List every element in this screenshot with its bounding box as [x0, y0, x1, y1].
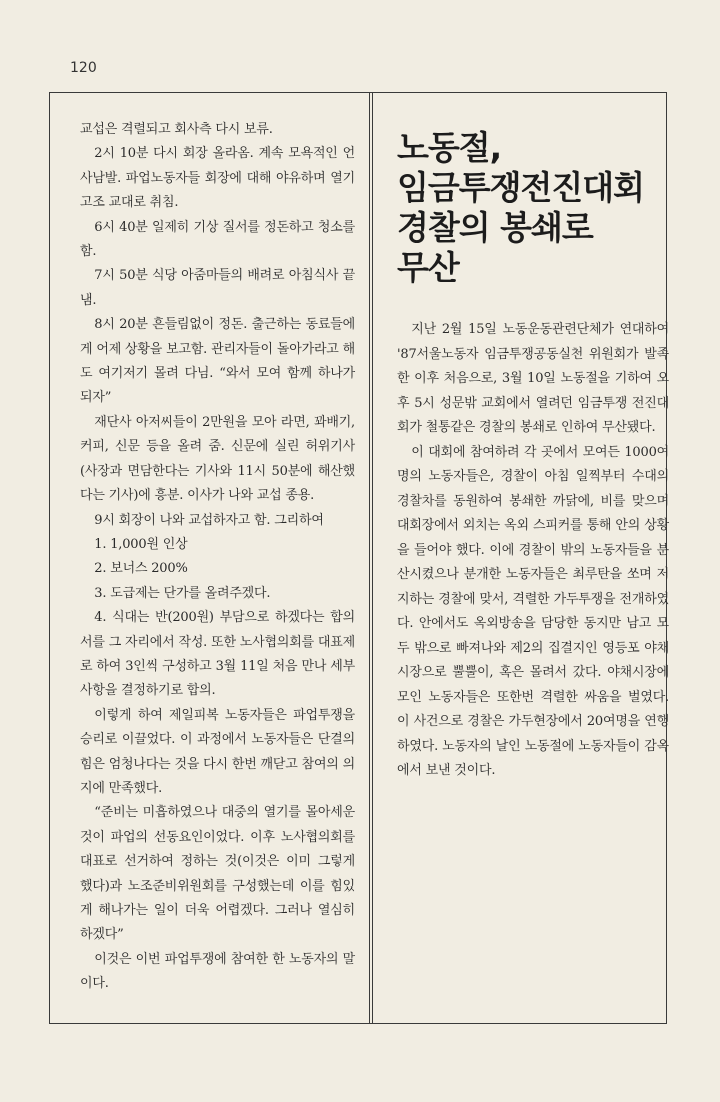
- paragraph: 이렇게 하여 제일피복 노동자들은 파업투쟁을 승리로 이끌었다. 이 과정에서 노동자들은 단결의 힘은 엄청나다는 것을 다시 한번 깨닫고 참여의 의지에 만족했다.: [80, 707, 355, 796]
- paragraph: 9시 회장이 나와 교섭하자고 함. 그리하여: [94, 512, 324, 528]
- paragraph: 8시 20분 흔들림없이 정돈. 출근하는 동료들에게 어제 상황을 보고함. 관리자들이 돌아가라고 해도 여기저기 몰려 다님. “와서 모여 함께 하나가 되자”: [80, 317, 355, 406]
- list-item: 1. 1,000원 인상: [94, 536, 188, 552]
- headline-line: 무산: [397, 248, 459, 287]
- headline-line: 노동절,: [397, 128, 502, 167]
- page-number: 120: [70, 60, 97, 76]
- list-item: 4. 식대는 반(200원) 부담으로 하겠다는 합의서를 그 자리에서 작성. 또한 노사협의회를 대표제로 하여 3인씩 구성하고 3월 11일 처음 만나 세부사항을 결정하기로 합의.: [80, 610, 355, 699]
- paragraph: 이것은 이번 파업투쟁에 참여한 한 노동자의 말이다.: [80, 951, 355, 992]
- paragraph: 이 대회에 참여하려 각 곳에서 모여든 1000여명의 노동자들은, 경찰이 아침 일찍부터 수대의 경찰차를 동원하여 봉쇄한 까닭에, 비를 맞으며 대회장에서 외치는 옥외 스피커를 통해 안의 상황을 들어야 했다. 이에 경찰이 밖의 노동자들을 분산시켰으나 분개한 노동자들은 최루탄을 쏘며 저지하는 경찰에 맞서, 격렬한 가두투쟁을 전개하였다. 안에서도 옥외방송을 담당한 동지만 남고 모두 밖으로 빠져나와 제2의 집결지인 영등포 야채시장으로 뿔뿔이, 혹은 몰려서 갔다. 야채시장에 모인 노동자들은 또한번 격렬한 싸움을 벌였다. 이 사건으로 경찰은 가두현장에서 20여명을 연행하였다. 노동자의 날인 노동절에 노동자들이 감옥에서 보낸 것이다.: [397, 444, 669, 778]
- paragraph: 지난 2월 15일 노동운동관련단체가 연대하여 '87서울노동자 임금투쟁공동실천 위원회가 발족한 이후 처음으로, 3월 10일 노동절을 기하여 오후 5시 성문밖 교회에서 열려던 임금투쟁 전진대회가 철통같은 경찰의 봉쇄로 인하여 무산됐다.: [397, 322, 669, 435]
- headline-line: 경찰의 봉쇄로: [397, 208, 593, 247]
- paragraph: 교섭은 격렬되고 회사측 다시 보류.: [80, 122, 273, 137]
- paragraph: 재단사 아저씨들이 2만원을 모아 라면, 꽈배기, 커피, 신문 등을 올려 줌. 신문에 실린 허위기사(사장과 면담한다는 기사와 11시 50분에 해산했다는 기사)에 흥분. 이사가 나와 교섭 종용.: [80, 414, 355, 504]
- left-column-text: [80, 118, 355, 997]
- column-divider: [369, 92, 373, 1024]
- paragraph: 2시 10분 다시 회장 올라옴. 계속 모욕적인 언사남발. 파업노동자들 회장에 대해 야유하며 열기고조 교대로 취침.: [80, 146, 355, 211]
- article-headline: [397, 128, 665, 288]
- list-item: 2. 보너스 200%: [94, 561, 188, 577]
- quote-paragraph: “준비는 미흡하였으나 대중의 열기를 몰아세운 것이 파업의 선동요인이었다. 이후 노사협의회를 대표로 선거하여 정하는 것(이것은 이미 그렇게 했다)과 노조준비위원회를 구성했는데 이를 힘있게 해나가는 일이 더욱 어렵겠다. 그러나 열심히 하겠다”: [80, 805, 355, 943]
- paragraph: 6시 40분 일제히 기상 질서를 정돈하고 청소를 함.: [80, 219, 355, 260]
- right-column: [397, 128, 669, 784]
- headline-line: 임금투쟁전진대회: [397, 168, 645, 207]
- list-item: 3. 도급제는 단가를 올려주겠다.: [94, 585, 271, 601]
- paragraph: 7시 50분 식당 아줌마들의 배려로 아침식사 끝냄.: [80, 268, 355, 308]
- right-column-text: [397, 318, 669, 784]
